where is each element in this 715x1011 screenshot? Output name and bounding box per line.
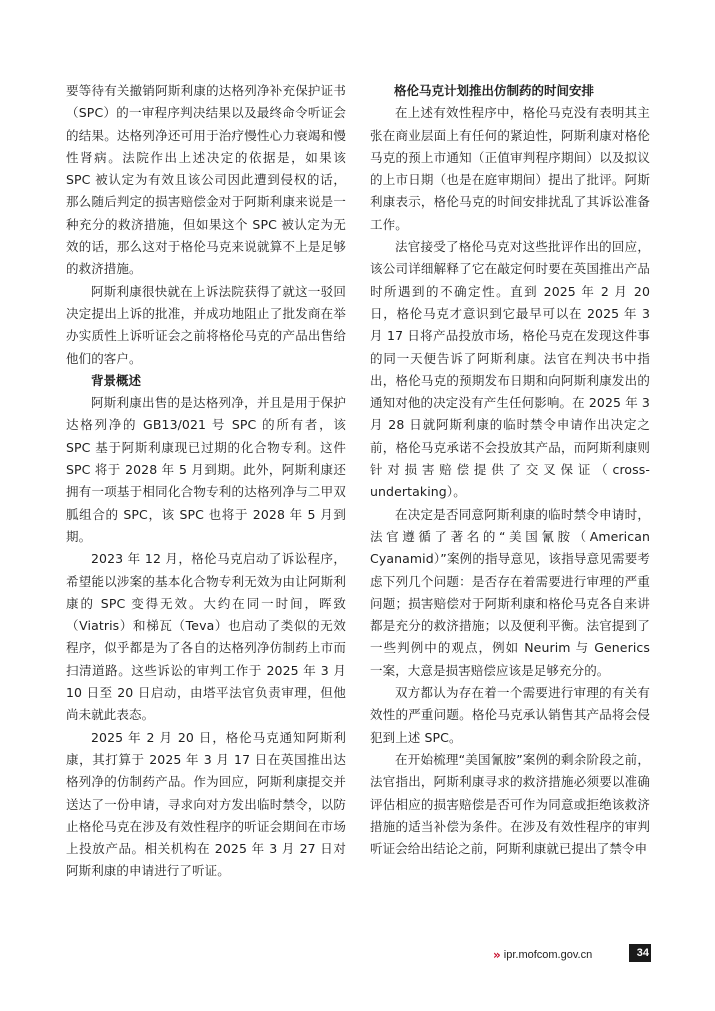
footer-website-link[interactable]: ipr.mofcom.gov.cn xyxy=(503,949,593,961)
double-chevron-icon: » xyxy=(493,948,499,962)
paragraph-continued: 要等待有关撤销阿斯利康的达格列净补充保护证书（SPC）的一审程序判决结果以及最终命令听证会的结果。达格列净还可用于治疗慢性心力衰竭和慢性肾病。法院作出上述决定的依据是，如果该 SPC 被认定为有效且该公司因此遭到侵权的话，那么随后判定的损害赔偿金对于阿斯利康来说是一种充分的救济措施，但如果这个 SPC 被认定为无效的话，那么这对于格伦马克来说就算不上是足够的救济措施。 xyxy=(66,83,346,277)
paragraph: 2023 年 12 月，格伦马克启动了诉讼程序，希望能以涉案的基本化合物专利无效为由让阿斯利康的 SPC 变得无效。大约在同一时间，晖致（Viatris）和梯瓦（Teva）也启动了类似的无效程序，似乎都是为了各自的达格列净仿制药上市而扫清道路。这些诉讼的审判工作于 2025 年 3 月 10 日至 20 日启动，由塔平法官负责审理，但他尚未就此表态。 xyxy=(66,551,346,723)
section-heading-background: 背景概述 xyxy=(91,372,142,388)
page-footer xyxy=(493,945,592,965)
paragraph: 在上述有效性程序中，格伦马克没有表明其主张在商业层面上有任何的紧迫性，阿斯利康对格伦马克的预上市通知（正值审判程序期间）以及拟议的上市日期（也是在庭审期间）提出了批评。阿斯利康表示，格伦马克的时间安排扰乱了其诉讼准备工作。 xyxy=(370,105,650,232)
section-heading-timeline: 格伦马克计划推出仿制药的时间安排 xyxy=(394,83,595,98)
left-column xyxy=(66,80,346,883)
paragraph: 在开始梳理“美国氰胺”案例的剩余阶段之前，法官指出，阿斯利康寻求的救济措施必须要以准确评估相应的损害赔偿是否可作为同意或拒绝该救济措施的适当补偿为条件。在涉及有效性程序的审判听证会给出结论之前，阿斯利康就已提出了禁令申 xyxy=(370,751,650,857)
right-column xyxy=(370,80,650,860)
paragraph: 双方都认为存在着一个需要进行审理的有关有效性的严重问题。格伦马克承认销售其产品将会侵犯到上述 SPC。 xyxy=(370,685,650,745)
paragraph: 2025 年 2 月 20 日，格伦马克通知阿斯利康，其打算于 2025 年 3 月 17 日在英国推出达格列净的仿制药产品。作为回应，阿斯利康提交并送达了一份申请，寻求向对方发出临时禁令，以防止格伦马克在涉及有效性程序的听证会期间在市场上投放产品。相关机构在 2025 年 3 月 27 日对阿斯利康的申请进行了听证。 xyxy=(66,729,346,879)
page-number: 34 xyxy=(629,944,651,962)
paragraph: 阿斯利康出售的是达格列净，并且是用于保护达格列净的 GB13/021 号 SPC 的所有者，该 SPC 基于阿斯利康现已过期的化合物专利。这件 SPC 将于 2028 年 5 月到期。此外，阿斯利康还拥有一项基于相同化合物专利的达格列净与二甲双胍组合的 SPC，该 SPC 也将于 2028 年 5 月到期。 xyxy=(66,395,346,544)
paragraph: 在决定是否同意阿斯利康的临时禁令申请时，法官遵循了著名的“美国氰胺（American Cyanamid）”案例的指导意见，该指导意见需要考虑下列几个问题：是否存在着需要进行审理的严重问题；损害赔偿对于阿斯利康和格伦马克各自来讲都是充分的救济措施；以及便利平衡。法官提到了一些判例中的观点，例如 Neurim 与 Generics 一案，大意是损害赔偿应该是足够充分的。 xyxy=(370,506,650,678)
paragraph: 阿斯利康很快就在上诉法院获得了就这一驳回决定提出上诉的批准，并成功地阻止了批发商在举办实质性上诉听证会之前将格伦马克的产品出售给他们的客户。 xyxy=(66,283,346,366)
paragraph: 法官接受了格伦马克对这些批评作出的回应，该公司详细解释了它在敲定何时要在英国推出产品时所遇到的不确定性。直到 2025 年 2 月 20 日，格伦马克才意识到它最早可以在 2025 年 3 月 17 日将产品投放市场，格伦马克在发现这件事的同一天便告诉了阿斯利康。法官在判决书中指出，格伦马克的预期发布日期和向阿斯利康发出的通知对他的决定没有产生任何影响。在 2025 年 3 月 28 日就阿斯利康的临时禁令申请作出决定之前，格伦马克承诺不会投放其产品，而阿斯利康则针对损害赔偿提供了交叉保证（cross-undertaking）。 xyxy=(370,239,650,500)
